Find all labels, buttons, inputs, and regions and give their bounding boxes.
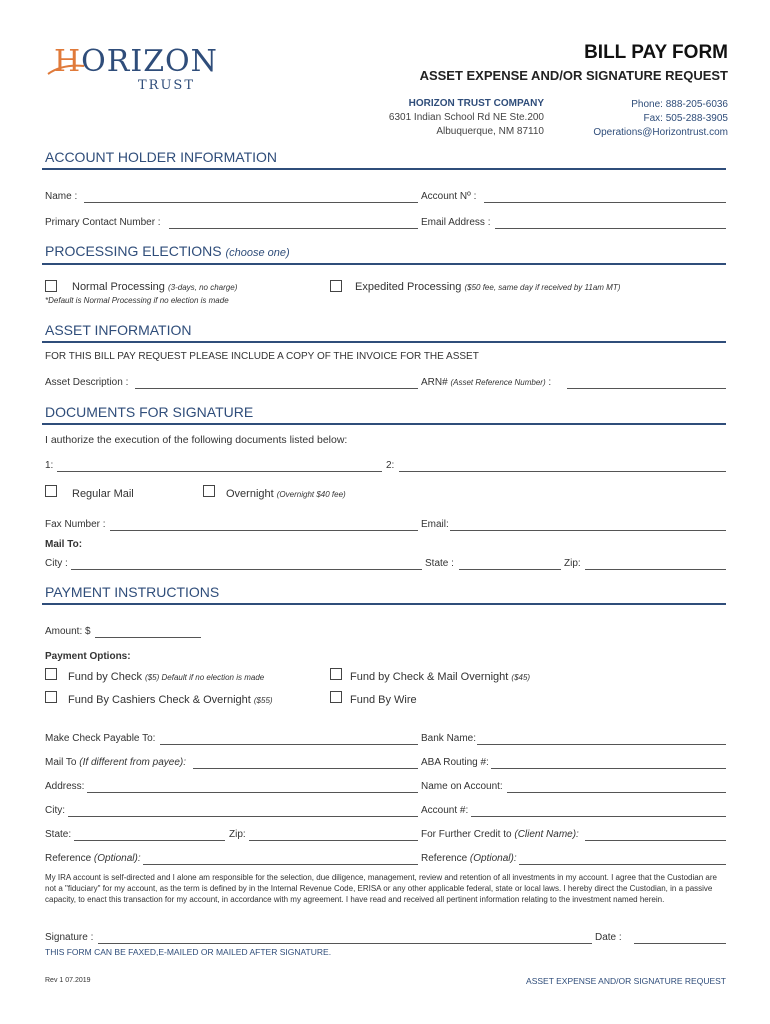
aba-routing-label: ABA Routing #: bbox=[421, 757, 489, 768]
fund-by-check-label: Fund by Check ($5) Default if no election is made bbox=[68, 671, 265, 683]
form-title: BILL PAY FORM bbox=[584, 42, 728, 63]
bank-name-field[interactable] bbox=[477, 744, 726, 745]
state-label: State : bbox=[425, 558, 454, 569]
asset-description-label: Asset Description : bbox=[45, 377, 129, 388]
aba-routing-field[interactable] bbox=[491, 768, 726, 769]
address-line-1: 6301 Indian School Rd NE Ste.200 bbox=[388, 112, 544, 123]
further-credit-field[interactable] bbox=[585, 840, 726, 841]
date-label: Date : bbox=[595, 932, 622, 943]
company-phone: Phone: 888-205-6036 bbox=[631, 99, 728, 110]
normal-processing-checkbox[interactable] bbox=[45, 280, 57, 292]
payment-mail-to-field[interactable] bbox=[193, 768, 418, 769]
reference-2-label: Reference (Optional): bbox=[421, 853, 517, 864]
document-1-label: 1: bbox=[45, 460, 54, 471]
disclaimer-text: My IRA account is self-directed and I alone am responsible for the selection, due diligence, management, review and retention of all investments in my account. I agree that the Custodian are not a "fiduciary" for my account, as the term is defined by in the Internal Revenue Code, ERISA or any other applicable federal, state or local laws. I hereby direct the Custodian, in a passive capacity, to enact this transaction for my account, in accordance with my agreement. I have read and received all pertinent information relating to the investment named herein. bbox=[45, 873, 717, 904]
document-email-label: Email: bbox=[421, 519, 449, 530]
payable-to-field[interactable] bbox=[160, 744, 418, 745]
email-address-label: Email Address : bbox=[421, 217, 491, 228]
fund-by-check-checkbox[interactable] bbox=[45, 668, 57, 680]
footer-form-name: ASSET EXPENSE AND/OR SIGNATURE REQUEST bbox=[526, 976, 726, 986]
fund-check-overnight-checkbox[interactable] bbox=[330, 668, 342, 680]
form-subtitle: ASSET EXPENSE AND/OR SIGNATURE REQUEST bbox=[419, 68, 728, 83]
company-name: HORIZON TRUST COMPANY bbox=[408, 98, 544, 109]
regular-mail-label: Regular Mail bbox=[72, 488, 134, 500]
expedited-processing-label: Expedited Processing ($50 fee, same day if received by 11am MT) bbox=[355, 281, 621, 293]
company-email: Operations@Horizontrust.com bbox=[593, 127, 728, 138]
regular-mail-checkbox[interactable] bbox=[45, 485, 57, 497]
section-divider bbox=[42, 423, 726, 425]
document-email-field[interactable] bbox=[450, 530, 726, 531]
section-title-account-holder: ACCOUNT HOLDER INFORMATION bbox=[45, 149, 278, 165]
reference-field[interactable] bbox=[143, 864, 418, 865]
submission-note: THIS FORM CAN BE FAXED,E-MAILED OR MAILED AFTER SIGNATURE. bbox=[45, 947, 332, 957]
payment-account-no-label: Account #: bbox=[421, 805, 469, 816]
payment-zip-label: Zip: bbox=[229, 829, 246, 840]
document-1-field[interactable] bbox=[57, 471, 382, 472]
section-divider bbox=[42, 263, 726, 265]
zip-label: Zip: bbox=[564, 558, 581, 569]
payable-to-label: Make Check Payable To: bbox=[45, 733, 156, 744]
fund-check-overnight-label: Fund by Check & Mail Overnight ($45) bbox=[350, 671, 531, 683]
section-title-documents: DOCUMENTS FOR SIGNATURE bbox=[45, 404, 254, 420]
payment-state-label: State: bbox=[45, 829, 72, 840]
signature-label: Signature : bbox=[45, 932, 94, 943]
company-fax: Fax: 505-288-3905 bbox=[643, 113, 728, 124]
authorize-text: I authorize the execution of the following documents listed below: bbox=[45, 434, 348, 446]
address-line-2: Albuquerque, NM 87110 bbox=[436, 126, 544, 137]
name-on-account-label: Name on Account: bbox=[421, 781, 503, 792]
payment-account-no-field[interactable] bbox=[471, 816, 726, 817]
amount-label: Amount: $ bbox=[45, 626, 91, 637]
email-address-field[interactable] bbox=[495, 228, 726, 229]
payment-zip-field[interactable] bbox=[249, 840, 418, 841]
document-2-field[interactable] bbox=[399, 471, 726, 472]
company-logo bbox=[46, 44, 246, 96]
section-divider bbox=[42, 603, 726, 605]
fax-number-field[interactable] bbox=[110, 530, 418, 531]
section-title-asset-info: ASSET INFORMATION bbox=[45, 322, 192, 338]
account-no-field[interactable] bbox=[484, 202, 726, 203]
payment-city-label: City: bbox=[45, 805, 65, 816]
section-divider bbox=[42, 341, 726, 343]
amount-field[interactable] bbox=[95, 637, 201, 638]
company-contact bbox=[593, 98, 728, 140]
document-2-label: 2: bbox=[386, 460, 395, 471]
payment-address-field[interactable] bbox=[87, 792, 418, 793]
fax-number-label: Fax Number : bbox=[45, 519, 106, 530]
name-label: Name : bbox=[45, 191, 78, 202]
further-credit-label: For Further Credit to (Client Name): bbox=[421, 829, 579, 840]
payment-address-label: Address: bbox=[45, 781, 85, 792]
invoice-instruction: FOR THIS BILL PAY REQUEST PLEASE INCLUDE A COPY OF THE INVOICE FOR THE ASSET bbox=[45, 351, 479, 362]
expedited-processing-checkbox[interactable] bbox=[330, 280, 342, 292]
account-no-label: Account Nº : bbox=[421, 191, 477, 202]
payment-mail-to-label: Mail To (If different from payee): bbox=[45, 757, 186, 768]
bank-name-label: Bank Name: bbox=[421, 733, 477, 744]
arn-label: ARN# (Asset Reference Number) : bbox=[421, 377, 552, 388]
normal-processing-label: Normal Processing (3-days, no charge) bbox=[72, 281, 238, 293]
logo-tagline: TRUST bbox=[138, 78, 195, 93]
mail-to-label: Mail To: bbox=[45, 539, 83, 550]
fund-by-wire-checkbox[interactable] bbox=[330, 691, 342, 703]
signature-field[interactable] bbox=[98, 943, 592, 944]
overnight-label: Overnight (Overnight $40 fee) bbox=[226, 488, 346, 500]
payment-state-field[interactable] bbox=[74, 840, 225, 841]
revision-label: Rev 1 07.2019 bbox=[45, 977, 91, 984]
payment-options-label: Payment Options: bbox=[45, 651, 131, 662]
reference-2-field[interactable] bbox=[519, 864, 726, 865]
reference-label: Reference (Optional): bbox=[45, 853, 141, 864]
default-processing-note: *Default is Normal Processing if no election is made bbox=[45, 296, 229, 305]
section-title-payment: PAYMENT INSTRUCTIONS bbox=[45, 584, 220, 600]
state-field[interactable] bbox=[459, 569, 561, 570]
date-field[interactable] bbox=[634, 943, 726, 944]
name-on-account-field[interactable] bbox=[507, 792, 726, 793]
fund-by-wire-label: Fund By Wire bbox=[350, 694, 417, 706]
primary-contact-field[interactable] bbox=[169, 228, 418, 229]
city-label: City : bbox=[45, 558, 68, 569]
payment-city-field[interactable] bbox=[68, 816, 418, 817]
city-field[interactable] bbox=[71, 569, 422, 570]
fund-cashiers-check-checkbox[interactable] bbox=[45, 691, 57, 703]
zip-field[interactable] bbox=[585, 569, 726, 570]
fund-cashiers-check-label: Fund By Cashiers Check & Overnight ($55) bbox=[68, 694, 273, 706]
section-title-processing: PROCESSING ELECTIONS (choose one) bbox=[45, 243, 290, 259]
company-address bbox=[389, 97, 544, 139]
asset-description-field[interactable] bbox=[135, 388, 418, 389]
name-field[interactable] bbox=[84, 202, 418, 203]
overnight-checkbox[interactable] bbox=[203, 485, 215, 497]
section-divider bbox=[42, 168, 726, 170]
logo-wordmark: HORIZON bbox=[54, 44, 218, 79]
arn-field[interactable] bbox=[567, 388, 726, 389]
primary-contact-label: Primary Contact Number : bbox=[45, 217, 161, 228]
